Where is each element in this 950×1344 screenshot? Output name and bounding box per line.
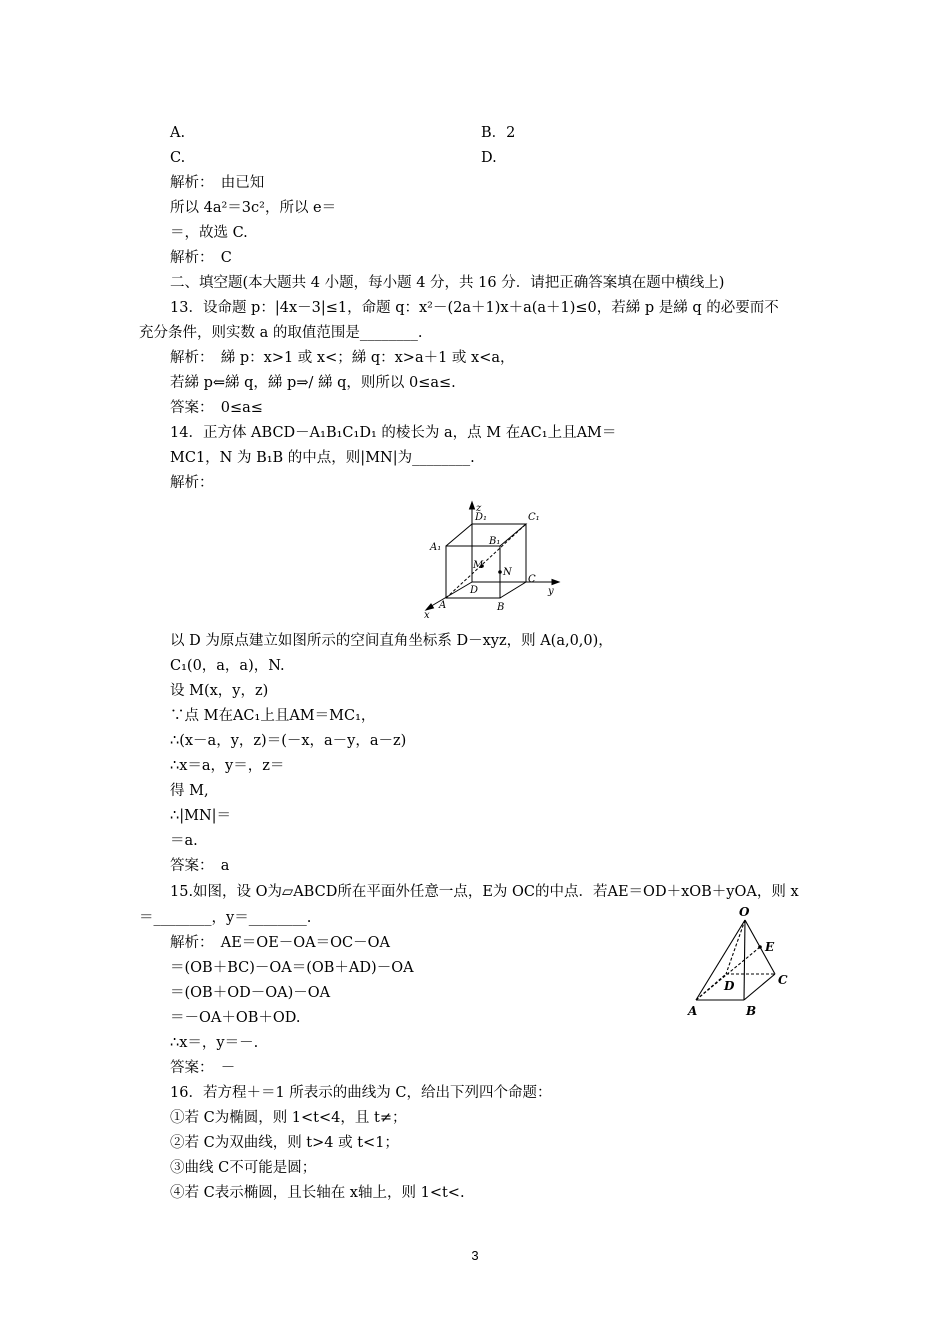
section-2-header: 二、填空题(本大题共 4 小题，每小题 4 分，共 16 分．请把正确答案填在题中横线上)	[170, 275, 725, 291]
q14-line1: 14．正方体 ABCD－A₁B₁C₁D₁ 的棱长为 a，点 M 在AC₁上且AM＝	[170, 425, 617, 441]
q14-l7: 得 M,	[170, 783, 209, 799]
q16-line1: 16．若方程＋＝1 所表示的曲线为 C，给出下列四个命题：	[170, 1085, 552, 1101]
q14-l2: C₁(0，a，a)，N.	[170, 658, 285, 674]
q14-l8: ∴|MN|＝	[170, 808, 232, 824]
label-d: D	[724, 979, 735, 993]
q12-line2: 所以 4a²＝3c²，所以 e＝	[170, 200, 337, 216]
point-n	[498, 570, 502, 574]
point-e	[758, 945, 762, 949]
label-b: B	[497, 602, 505, 613]
label-d: D	[470, 585, 479, 596]
option-b: B．2	[481, 125, 516, 141]
q14-l9: ＝a.	[170, 833, 198, 849]
q16-p1: ①若 C为椭圆，则 1<t<4，且 t≠；	[170, 1110, 407, 1126]
q14-l1: 以 D 为原点建立如图所示的空间直角坐标系 D－xyz，则 A(a,0,0)，	[170, 633, 613, 649]
label-o: O	[739, 905, 750, 919]
label-a: A	[688, 1004, 698, 1018]
q13-analysis: 解析： 綈 p：x>1 或 x<；綈 q：x>a＋1 或 x<a，	[170, 350, 515, 366]
q14-l5: ∴(x－a，y，z)＝(－x，a－y，a－z)	[170, 733, 407, 749]
q13-line2: 充分条件，则实数 a 的取值范围是________.	[139, 325, 423, 341]
q14-l4: ∵点 M在AC₁上且AM＝MC₁，	[170, 708, 376, 724]
q16-p2: ②若 C为双曲线，则 t>4 或 t<1；	[170, 1135, 399, 1151]
q16-p4: ④若 C表示椭圆，且长轴在 x轴上，则 1<t<.	[170, 1185, 465, 1201]
q15-analysis: 解析： AE＝OE－OA＝OC－OA	[170, 935, 390, 951]
q14-analysis: 解析：	[170, 475, 214, 491]
q14-line2: MC1，N 为 B₁B 的中点，则|MN|为________.	[170, 450, 475, 466]
label-b1: B₁	[489, 536, 501, 547]
q15-l5: ∴x＝，y＝－.	[170, 1035, 259, 1051]
label-c1: C₁	[528, 512, 540, 523]
label-e: E	[765, 940, 775, 954]
cube-coordinate-figure	[420, 500, 570, 620]
q13-answer: 答案： 0≤a≤	[170, 400, 263, 416]
option-d: D.	[481, 150, 497, 166]
q15-line2: ＝________，y＝________.	[139, 910, 312, 926]
label-x: x	[424, 610, 430, 620]
q15-l4: ＝－OA＋OB＋OD.	[170, 1010, 301, 1026]
option-c: C.	[170, 150, 186, 166]
label-m: M	[473, 560, 484, 571]
label-c: C	[778, 973, 788, 987]
q15-line1: 15.如图，设 O为▱ABCD所在平面外任意一点，E为 OC的中点．若AE＝OD＋xOB＋yOA，则 x	[170, 884, 799, 900]
label-a: A	[439, 600, 447, 611]
q14-l3: 设 M(x，y，z)	[170, 683, 269, 699]
label-d1: D₁	[475, 512, 488, 523]
q15-l2: ＝(OB＋BC)－OA＝(OB＋AD)－OA	[170, 960, 414, 976]
label-z: z	[476, 503, 482, 514]
label-y: y	[548, 586, 554, 597]
label-b: B	[746, 1004, 757, 1018]
q13-line4: 若綈 p⇐綈 q，綈 p⇒/ 綈 q，则所以 0≤a≤.	[170, 375, 456, 391]
q12-analysis2: 解析： C	[170, 250, 232, 266]
option-a: A.	[170, 125, 186, 141]
q13-line1: 13．设命题 p：|4x－3|≤1，命题 q：x²－(2a＋1)x＋a(a＋1)≤0，若綈 p 是綈 q 的必要而不	[170, 300, 779, 316]
label-a1: A₁	[430, 542, 442, 553]
q14-answer: 答案： a	[170, 858, 230, 874]
q15-l3: ＝(OB＋OD－OA)－OA	[170, 985, 331, 1001]
q14-l6: ∴x＝a，y＝，z＝	[170, 758, 285, 774]
q12-analysis: 解析： 由已知	[170, 175, 265, 191]
q12-line3: ＝，故选 C.	[170, 225, 248, 241]
q16-p3: ③曲线 C不可能是圆；	[170, 1160, 317, 1176]
q15-answer: 答案： －	[170, 1060, 236, 1076]
label-n: N	[503, 567, 512, 578]
pyramid-figure	[680, 904, 800, 1024]
page-number: 3	[471, 1248, 479, 1263]
x-axis	[428, 582, 472, 608]
label-c: C	[528, 574, 536, 585]
